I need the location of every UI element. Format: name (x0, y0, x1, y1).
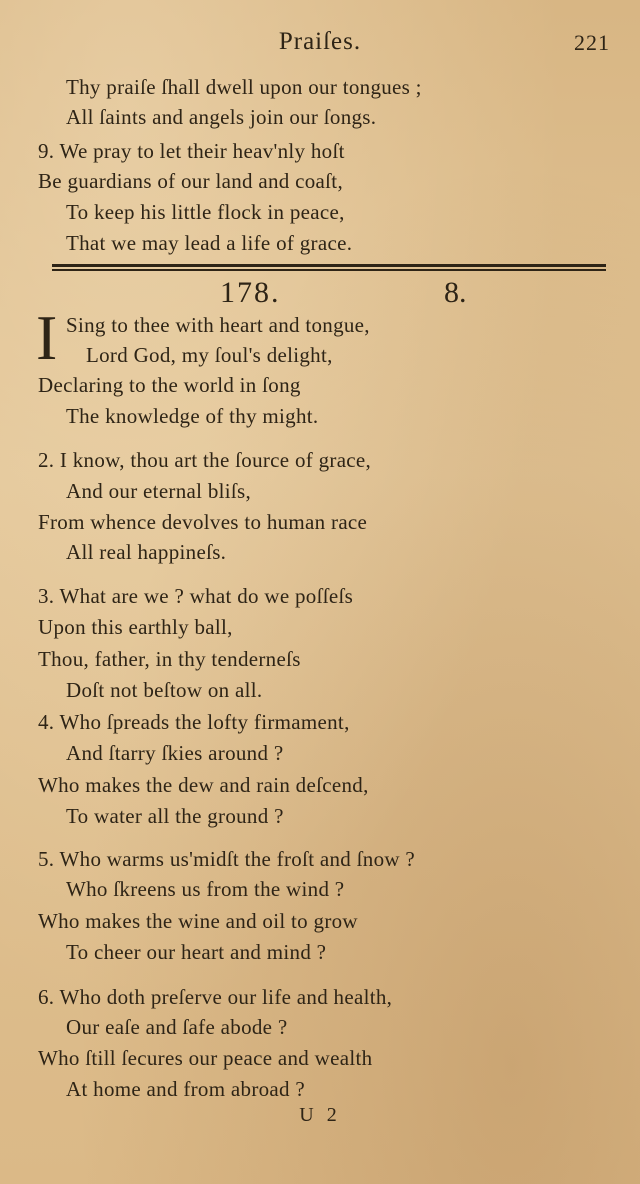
verse-line: All ſaints and angels join our ſongs. (66, 105, 377, 129)
page-number: 221 (574, 30, 610, 55)
section-divider (52, 264, 606, 267)
verse-line: From whence devolves to human race (38, 510, 368, 534)
verse-line: Who ſtill ſecures our peace and wealth (38, 1046, 373, 1070)
verse-line: 4. Who ſpreads the lofty firmament, (38, 710, 350, 734)
verse-line: Who makes the wine and oil to grow (38, 909, 358, 933)
running-title: Praiſes. (278, 28, 362, 55)
verse-line: 3. What are we ? what do we poſſeſs (38, 584, 354, 608)
verse-line: Sing to thee with heart and tongue, (66, 313, 370, 337)
hymn-meter: 8. (444, 276, 467, 309)
drop-cap: I (36, 302, 58, 373)
verse-line: All real happineſs. (66, 540, 227, 564)
verse-line: 5. Who warms us'midſt the froſt and ſnow ? (38, 847, 416, 871)
verse-line: Declaring to the world in ſong (38, 373, 301, 397)
verse-line: Thy praiſe ſhall dwell upon our tongues ; (66, 75, 422, 99)
verse-line: Upon this earthly ball, (38, 615, 233, 639)
verse-line: Lord God, my ſoul's delight, (86, 343, 333, 367)
verse-line: Who ſkreens us from the wind ? (66, 877, 345, 901)
verse-line: To water all the ground ? (66, 804, 284, 828)
verse-line: Be guardians of our land and coaſt, (38, 169, 343, 193)
verse-line: 2. I know, thou art the ſource of grace, (38, 448, 372, 472)
verse-line: Doſt not beſtow on all. (66, 678, 263, 702)
verse-line: And ſtarry ſkies around ? (66, 741, 284, 765)
signature-mark: U 2 (299, 1104, 341, 1126)
verse-line: That we may lead a life of grace. (66, 231, 353, 255)
verse-line: At home and from abroad ? (66, 1077, 306, 1101)
verse-line: The knowledge of thy might. (66, 404, 319, 428)
verse-line: 6. Who doth preſerve our life and health, (38, 985, 393, 1009)
verse-line: 9. We pray to let their heav'nly hoſt (38, 139, 345, 163)
section-divider-thin (52, 269, 606, 271)
verse-line: And our eternal bliſs, (66, 479, 252, 503)
hymn-number: 178. (220, 276, 281, 309)
verse-line: Thou, father, in thy tenderneſs (38, 647, 301, 671)
verse-line: To cheer our heart and mind ? (66, 940, 327, 964)
verse-line: Our eaſe and ſafe abode ? (66, 1015, 288, 1039)
verse-line: To keep his little flock in peace, (66, 200, 345, 224)
verse-line: Who makes the dew and rain deſcend, (38, 773, 369, 797)
